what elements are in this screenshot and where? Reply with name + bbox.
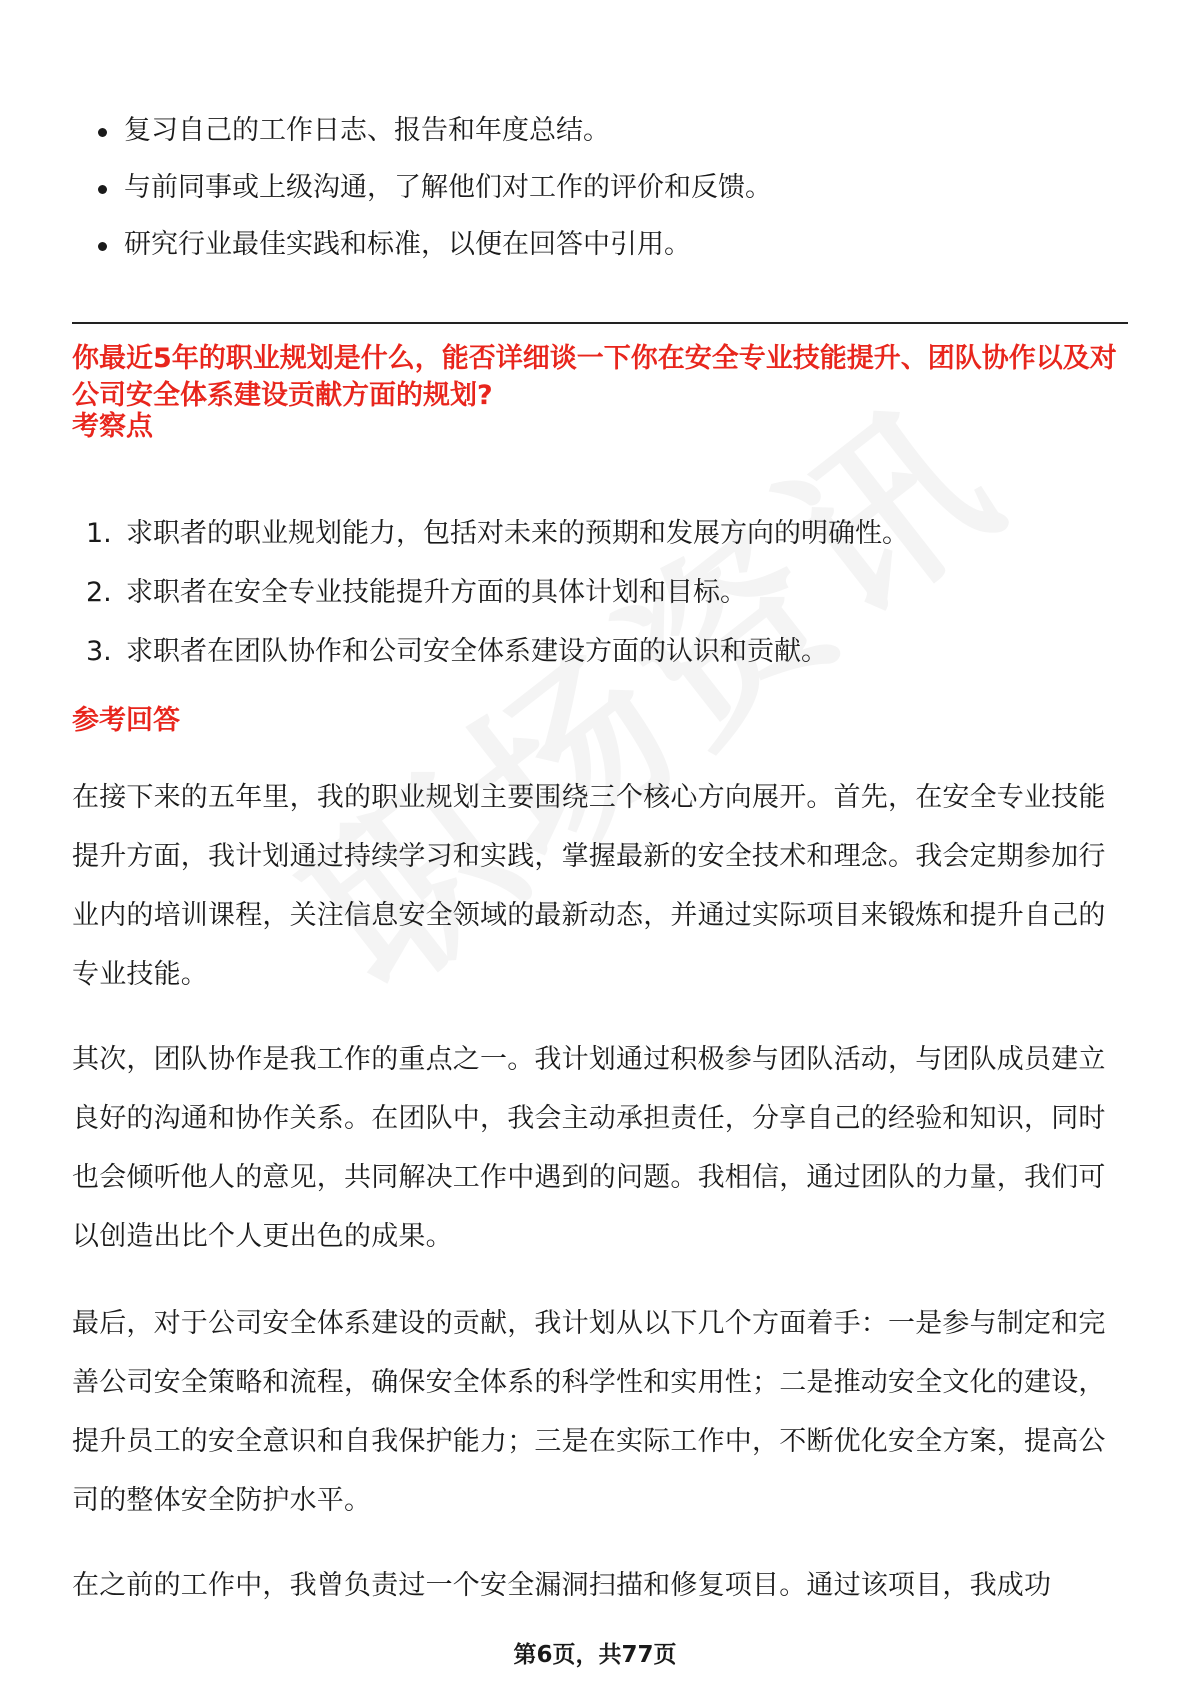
item-text: 求职者在安全专业技能提升方面的具体计划和目标。	[126, 577, 747, 608]
exam-points-heading: 考察点	[72, 411, 153, 442]
item-number: 2.	[86, 577, 112, 608]
bullet-dot-icon	[98, 185, 107, 194]
answer-paragraph: 在之前的工作中，我曾负责过一个安全漏洞扫描和修复项目。通过该项目，我成功	[72, 1570, 1052, 1601]
answer-paragraph: 最后，对于公司安全体系建设的贡献，我计划从以下几个方面着手：一是参与制定和完善公司安全策略和流程，确保安全体系的科学性和实用性；二是推动安全文化的建设，提升员工的安全意识和自我保护能力；三是在实际工作中，不断优化安全方案，提高公司的整体安全防护水平。	[72, 1308, 1106, 1516]
bullet-dot-icon	[98, 242, 107, 251]
section-divider	[72, 322, 1128, 324]
page-number: 第6页，共77页	[513, 1642, 677, 1668]
bullet-text: 与前同事或上级沟通，了解他们对工作的评价和反馈。	[124, 172, 772, 203]
list-item	[96, 216, 772, 273]
list-item	[86, 563, 909, 622]
list-item	[96, 159, 772, 216]
list-item	[96, 102, 772, 159]
bullet-dot-icon	[98, 128, 107, 137]
answer-paragraph: 在接下来的五年里，我的职业规划主要围绕三个核心方向展开。首先，在安全专业技能提升方面，我计划通过持续学习和实践，掌握最新的安全技术和理念。我会定期参加行业内的培训课程，关注信息安全领域的最新动态，并通过实际项目来锻炼和提升自己的专业技能。	[72, 782, 1106, 990]
reference-answer-heading: 参考回答	[72, 705, 180, 736]
item-text: 求职者的职业规划能力，包括对未来的预期和发展方向的明确性。	[126, 518, 909, 549]
item-number: 3.	[86, 636, 112, 667]
exam-points-list	[86, 504, 909, 681]
bullet-text: 研究行业最佳实践和标准，以便在回答中引用。	[124, 229, 691, 260]
prep-bullet-list	[96, 102, 772, 273]
bullet-text: 复习自己的工作日志、报告和年度总结。	[124, 115, 610, 146]
answer-paragraph: 其次，团队协作是我工作的重点之一。我计划通过积极参与团队活动，与团队成员建立良好的沟通和协作关系。在团队中，我会主动承担责任，分享自己的经验和知识，同时也会倾听他人的意见，共同解决工作中遇到的问题。我相信，通过团队的力量，我们可以创造出比个人更出色的成果。	[72, 1044, 1106, 1252]
question-title: 你最近5年的职业规划是什么，能否详细谈一下你在安全专业技能提升、团队协作以及对公司安全体系建设贡献方面的规划?	[72, 343, 1117, 411]
list-item	[86, 622, 909, 681]
item-number: 1.	[86, 518, 112, 549]
list-item	[86, 504, 909, 563]
item-text: 求职者在团队协作和公司安全体系建设方面的认识和贡献。	[126, 636, 828, 667]
